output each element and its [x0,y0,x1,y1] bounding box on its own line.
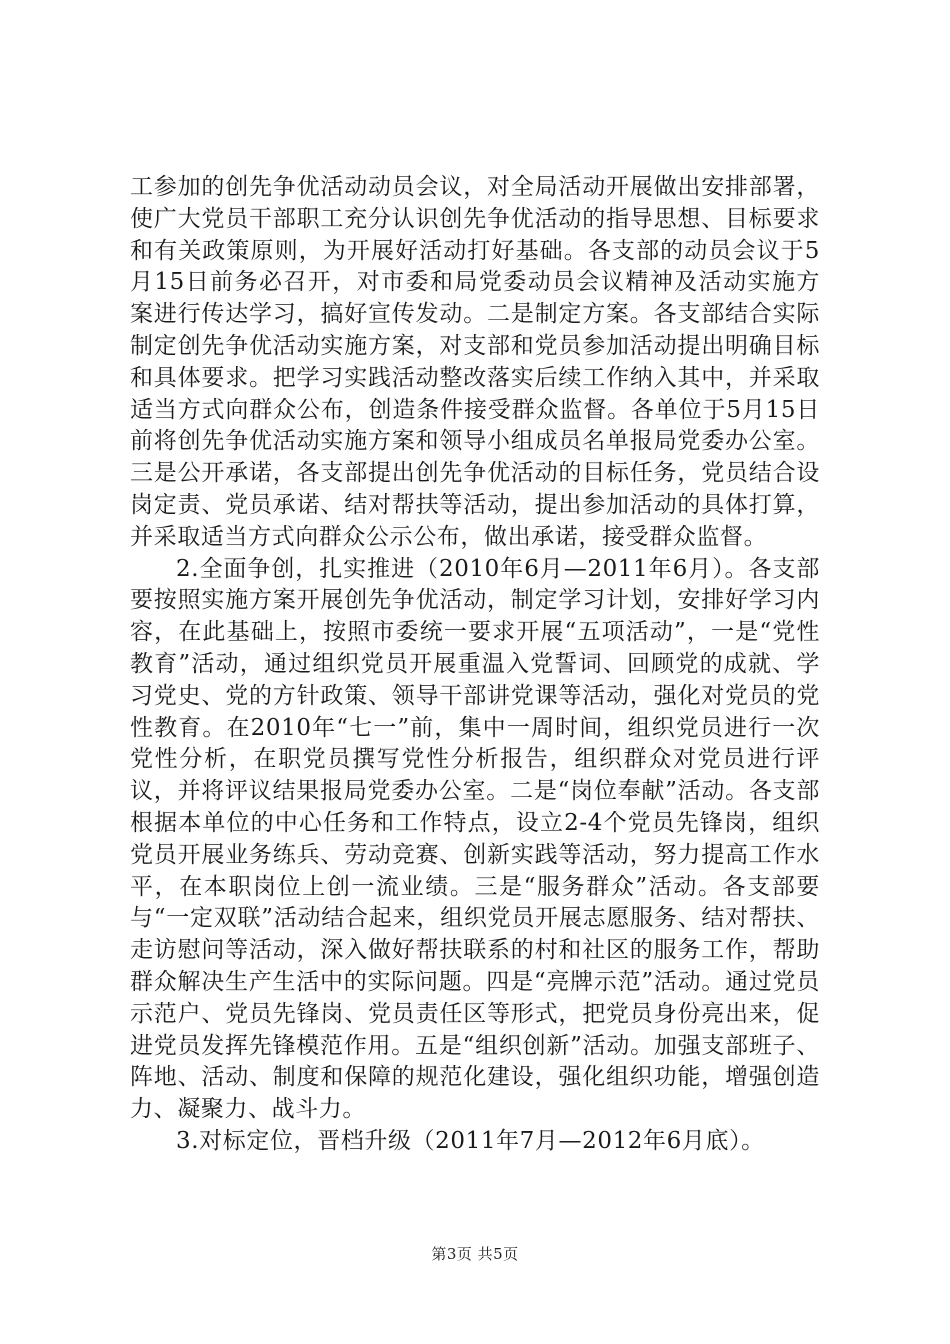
paragraph-2: 2.全面争创，扎实推进（2010年6月—2011年6月）。各支部要按照实施方案开展创先争优活动，制定学习计划，安排好学习内容，在此基础上，按照市委统一要求开展“五项活动”，一是“党性教育”活动，通过组织党员开展重温入党誓词、回顾党的成就、学习党史、党的方针政策、领导干部讲党课等活动，强化对党员的党性教育。在2010年“七一”前，集中一周时间，组织党员进行一次党性分析，在职党员撰写党性分析报告，组织群众对党员进行评议，并将评议结果报局党委办公室。二是“岗位奉献”活动。各支部根据本单位的中心任务和工作特点，设立2-4个党员先锋岗，组织党员开展业务练兵、劳动竞赛、创新实践等活动，努力提高工作水平，在本职岗位上创一流业绩。三是“服务群众”活动。各支部要与“一定双联”活动结合起来，组织党员开展志愿服务、结对帮扶、走访慰问等活动，深入做好帮扶联系的村和社区的服务工作，帮助群众解决生产生活中的实际问题。四是“亮牌示范”活动。通过党员示范户、党员先锋岗、党员责任区等形式，把党员身份亮出来，促进党员发挥先锋模范作用。五是“组织创新”活动。加强支部班子、阵地、活动、制度和保障的规范化建设，强化组织功能，增强创造力、凝聚力、战斗力。 [130,555,820,1123]
page-footer: 第3页 共5页 [431,1245,519,1263]
paragraph-1: 工参加的创先争优活动动员会议，对全局活动开展做出安排部署，使广大党员干部职工充分认识创先争优活动的指导思想、目标要求和有关政策原则，为开展好活动打好基础。各支部的动员会议于5月15日前务必召开，对市委和局党委动员会议精神及活动实施方案进行传达学习，搞好宣传发动。二是制定方案。各支部结合实际制定创先争优活动实施方案，对支部和党员参加活动提出明确目标和具体要求。把学习实践活动整改落实后续工作纳入其中，并采取适当方式向群众公布，创造条件接受群众监督。各单位于5月15日前将创先争优活动实施方案和领导小组成员名单报局党委办公室。三是公开承诺，各支部提出创先争优活动的目标任务，党员结合设岗定责、党员承诺、结对帮扶等活动，提出参加活动的具体打算，并采取适当方式向群众公示公布，做出承诺，接受群众监督。 [130,174,820,550]
paragraph-3: 3.对标定位，晋档升级（2011年7月—2012年6月底）。 [176,1127,765,1154]
document-body [130,172,820,1158]
